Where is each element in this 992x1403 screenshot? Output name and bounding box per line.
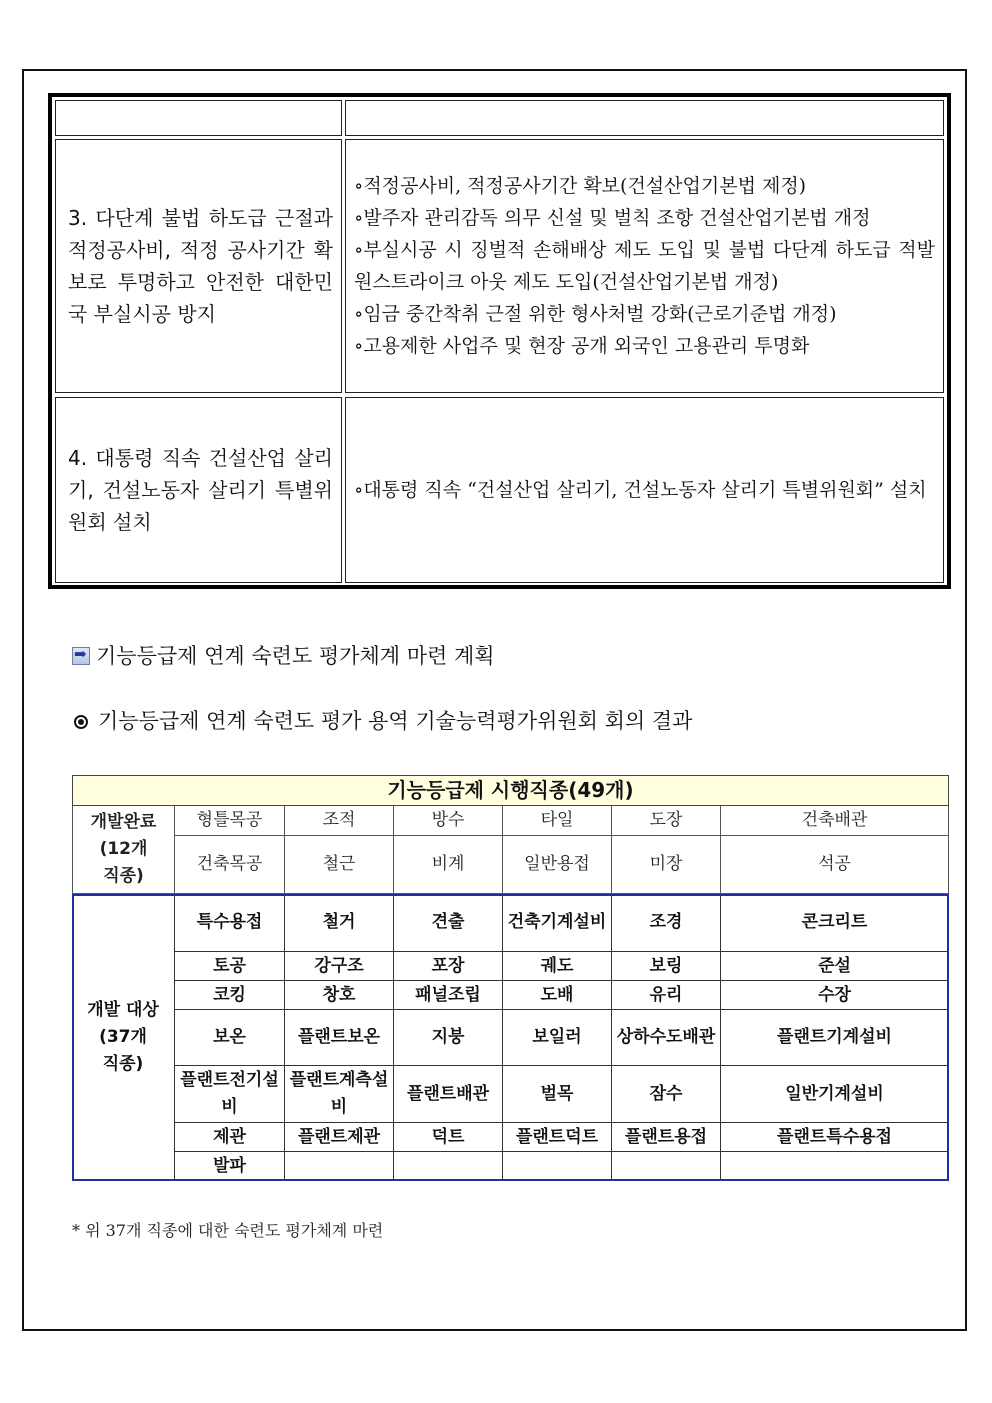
section-title-line xyxy=(72,640,495,670)
trade-cell: 플랜트특수용접 xyxy=(721,1123,949,1152)
trade-cell: 일반용접 xyxy=(503,836,612,894)
trade-cell: 비계 xyxy=(394,836,503,894)
trade-cell: 철거 xyxy=(285,894,394,952)
trade-cell: 벌목 xyxy=(503,1066,612,1123)
trade-cell: 콘크리트 xyxy=(721,894,949,952)
table-header: 기능등급제 시행직종(49개) xyxy=(72,775,949,806)
trade-cell: 제관 xyxy=(175,1123,285,1152)
trade-cell: 보온 xyxy=(175,1010,285,1066)
trade-cell: 보일러 xyxy=(503,1010,612,1066)
trade-cell xyxy=(394,1152,503,1181)
trade-cell: 조경 xyxy=(612,894,721,952)
trade-cell: 견출 xyxy=(394,894,503,952)
group-label-line: 직종) xyxy=(102,1054,144,1074)
trade-cell: 플랜트계측설비 xyxy=(285,1066,394,1123)
trade-cell: 형틀목공 xyxy=(175,806,285,836)
policy-item: ∘발주자 관리감독 의무 신설 및 벌칙 조항 건설산업기본법 개정 xyxy=(354,207,871,229)
trade-cell: 타일 xyxy=(503,806,612,836)
trade-cell: 플랜트보온 xyxy=(285,1010,394,1066)
group-label-line: 개발완료 xyxy=(90,812,157,832)
policy-item: ∘적정공사비, 적정공사기간 확보(건설산업기본법 제정) xyxy=(354,175,807,197)
trade-cell: 지붕 xyxy=(394,1010,503,1066)
trade-cell: 수장 xyxy=(721,981,949,1010)
policy-table xyxy=(48,93,951,589)
trade-cell: 건축기계설비 xyxy=(503,894,612,952)
trade-cell: 도배 xyxy=(503,981,612,1010)
trade-cell: 플랜트배관 xyxy=(394,1066,503,1123)
trade-cell: 건축배관 xyxy=(721,806,949,836)
group-label-line: 개발 대상 xyxy=(87,1000,159,1020)
trade-cell: 궤도 xyxy=(503,952,612,981)
trade-cell: 유리 xyxy=(612,981,721,1010)
target-group-label xyxy=(72,894,175,1181)
policy-row-3 xyxy=(52,139,947,393)
radio-bullet-icon xyxy=(74,715,88,729)
trade-cell: 발파 xyxy=(175,1152,285,1181)
trade-cell: 조적 xyxy=(285,806,394,836)
trade-cell: 플랜트용접 xyxy=(612,1123,721,1152)
trade-cell: 건축목공 xyxy=(175,836,285,894)
trade-cell xyxy=(612,1152,721,1181)
trade-cell: 석공 xyxy=(721,836,949,894)
trade-cell: 준설 xyxy=(721,952,949,981)
done-group-label xyxy=(72,806,175,894)
group-label-line: 직종) xyxy=(103,866,144,886)
policy-row-empty xyxy=(52,100,947,136)
trade-cell: 철근 xyxy=(285,836,394,894)
policy-title: 3. 다단계 불법 하도급 근절과 적정공사비, 적정 공사기간 확보로 투명하고 안전한 대한민국 부실시공 방지 xyxy=(68,206,333,326)
subsection-title-line xyxy=(72,705,692,735)
section-title: 기능등급제 연계 숙련도 평가체계 마련 계획 xyxy=(96,644,495,668)
trade-cell xyxy=(721,1152,949,1181)
trade-cell: 패널조립 xyxy=(394,981,503,1010)
trade-cell: 포장 xyxy=(394,952,503,981)
trade-cell: 미장 xyxy=(612,836,721,894)
trade-cell: 도장 xyxy=(612,806,721,836)
trade-cell: 플랜트덕트 xyxy=(503,1123,612,1152)
policy-row-4 xyxy=(52,397,947,583)
group-label-line: (37개 xyxy=(99,1027,147,1047)
arrow-icon xyxy=(72,647,90,665)
trade-cell: 보링 xyxy=(612,952,721,981)
policy-item: ∘대통령 직속 “건설산업 살리기, 건설노동자 살리기 특별위원회” 설치 xyxy=(354,479,927,501)
policy-item: ∘고용제한 사업주 및 현장 공개 외국인 고용관리 투명화 xyxy=(354,335,810,357)
policy-item: ∘부실시공 시 징벌적 손해배상 제도 도입 및 불법 다단계 하도급 적발 원스트라이크 아웃 제도 도입(건설산업기본법 개정) xyxy=(354,239,935,293)
policy-title: 4. 대통령 직속 건설산업 살리기, 건설노동자 살리기 특별위원회 설치 xyxy=(68,446,333,534)
trade-cell: 창호 xyxy=(285,981,394,1010)
trade-cell xyxy=(285,1152,394,1181)
group-label-line: (12개 xyxy=(99,839,148,859)
trade-cell: 플랜트제관 xyxy=(285,1123,394,1152)
trade-cell: 토공 xyxy=(175,952,285,981)
trade-cell: 덕트 xyxy=(394,1123,503,1152)
subsection-title: 기능등급제 연계 숙련도 평가 용역 기술능력평가위원회 회의 결과 xyxy=(98,709,693,733)
trade-cell: 코킹 xyxy=(175,981,285,1010)
trade-cell: 방수 xyxy=(394,806,503,836)
trade-cell xyxy=(503,1152,612,1181)
footnote: * 위 37개 직종에 대한 숙련도 평가체계 마련 xyxy=(72,1221,384,1240)
trade-cell: 일반기계설비 xyxy=(721,1066,949,1123)
trade-cell: 강구조 xyxy=(285,952,394,981)
trade-cell: 플랜트전기설비 xyxy=(175,1066,285,1123)
trade-cell: 특수용접 xyxy=(175,894,285,952)
policy-item: ∘임금 중간착취 근절 위한 형사처벌 강화(근로기준법 개정) xyxy=(354,303,837,325)
trade-cell: 플랜트기계설비 xyxy=(721,1010,949,1066)
trade-cell: 상하수도배관 xyxy=(612,1010,721,1066)
trade-cell: 잠수 xyxy=(612,1066,721,1123)
